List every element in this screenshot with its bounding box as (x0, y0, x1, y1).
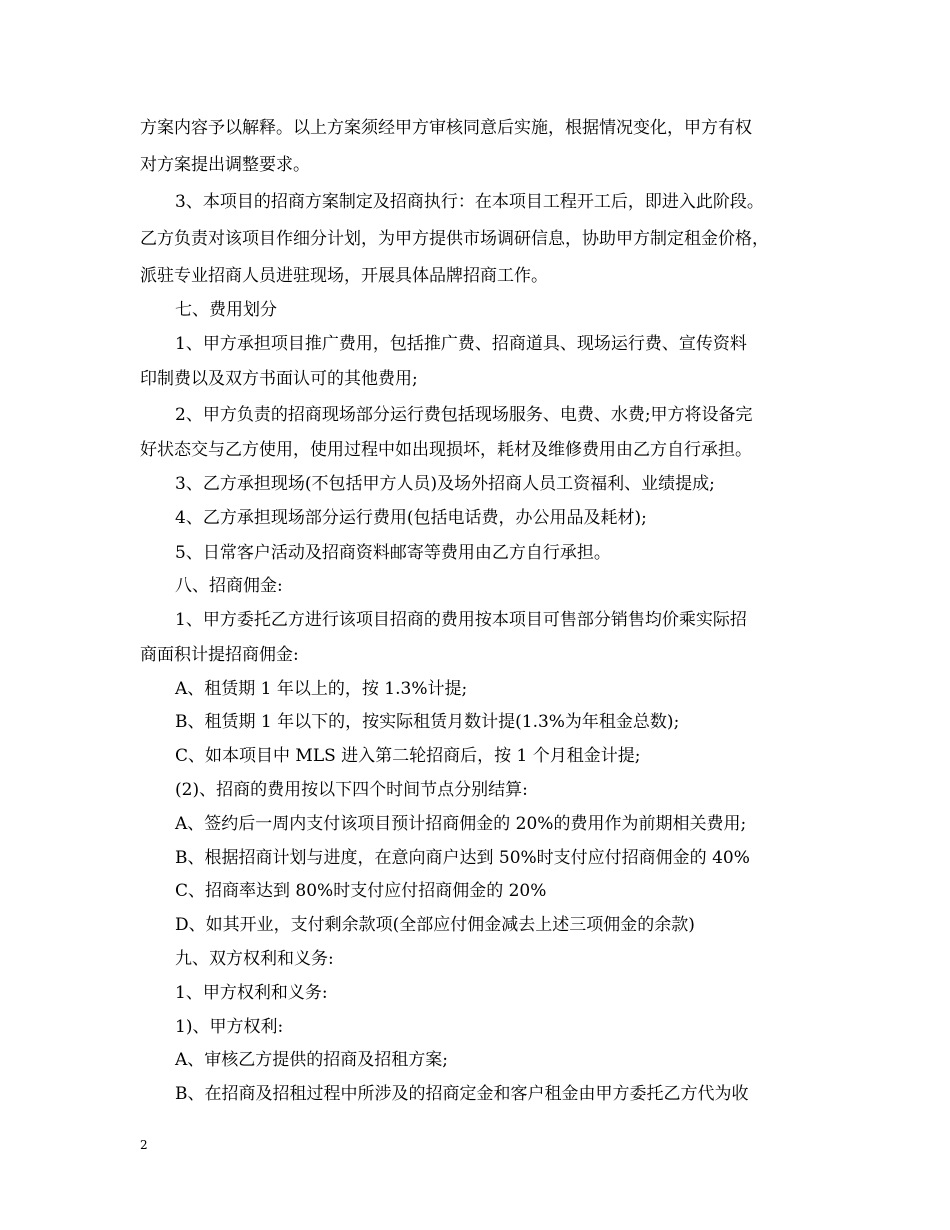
text-line: A、签约后一周内支付该项目预计招商佣金的 20%的费用作为前期相关费用; (175, 814, 747, 834)
text-line: 5、日常客户活动及招商资料邮寄等费用由乙方自行承担。 (175, 543, 611, 563)
text-line: 3、乙方承担现场(不包括甲方人员)及场外招商人员工资福利、业绩提成; (175, 474, 715, 494)
text-line: A、审核乙方提供的招商及招租方案; (175, 1050, 449, 1070)
section-heading: 七、费用划分 (175, 300, 277, 320)
text-line: B、租赁期 1 年以下的，按实际租赁月数计提(1.3%为年租金总数); (175, 712, 680, 732)
text-line: 派驻专业招商人员进驻现场，开展具体品牌招商工作。 (140, 266, 548, 286)
text-line: C、招商率达到 80%时支付应付招商佣金的 20% (175, 881, 547, 901)
text-line: B、在招商及招租过程中所涉及的招商定金和客户租金由甲方委托乙方代为收 (175, 1084, 749, 1104)
text-line: C、如本项目中 MLS 进入第二轮招商后，按 1 个月租金计提; (175, 746, 641, 766)
text-line: 4、乙方承担现场部分运行费用(包括电话费，办公用品及耗材); (175, 508, 647, 528)
text-line: 3、本项目的招商方案制定及招商执行：在本项目工程开工后，即进入此阶段。 (175, 192, 764, 212)
text-line: A、租赁期 1 年以上的，按 1.3%计提; (175, 679, 468, 699)
text-line: 2、甲方负责的招商现场部分运行费包括现场服务、电费、水费;甲方将设备完 (175, 405, 753, 425)
text-line: 好状态交与乙方使用，使用过程中如出现损坏，耗材及维修费用由乙方自行承担。 (140, 440, 752, 460)
text-line: 1、甲方权利和义务: (175, 983, 328, 1003)
section-heading: 九、双方权利和义务: (175, 949, 334, 969)
text-line: (2)、招商的费用按以下四个时间节点分别结算: (175, 780, 528, 800)
text-line: D、如其开业，支付剩余款项(全部应付佣金减去上述三项佣金的余款) (175, 915, 695, 935)
text-line: 1、甲方委托乙方进行该项目招商的费用按本项目可售部分销售均价乘实际招 (175, 610, 747, 630)
text-line: 1)、甲方权利: (175, 1017, 284, 1037)
text-line: B、根据招商计划与进度，在意向商户达到 50%时支付应付招商佣金的 40% (175, 848, 750, 868)
section-heading: 八、招商佣金: (175, 576, 283, 596)
text-line: 1、甲方承担项目推广费用，包括推广费、招商道具、现场运行费、宣传资料 (175, 334, 747, 354)
text-line: 方案内容予以解释。以上方案须经甲方审核同意后实施，根据情况变化，甲方有权 (140, 118, 752, 138)
text-line: 对方案提出调整要求。 (140, 155, 310, 175)
text-line: 商面积计提招商佣金: (140, 645, 299, 665)
text-line: 乙方负责对该项目作细分计划，为甲方提供市场调研信息，协助甲方制定租金价格， (140, 229, 769, 249)
text-line: 印制费以及双方书面认可的其他费用; (140, 369, 418, 389)
page-number: 2 (140, 1138, 148, 1152)
